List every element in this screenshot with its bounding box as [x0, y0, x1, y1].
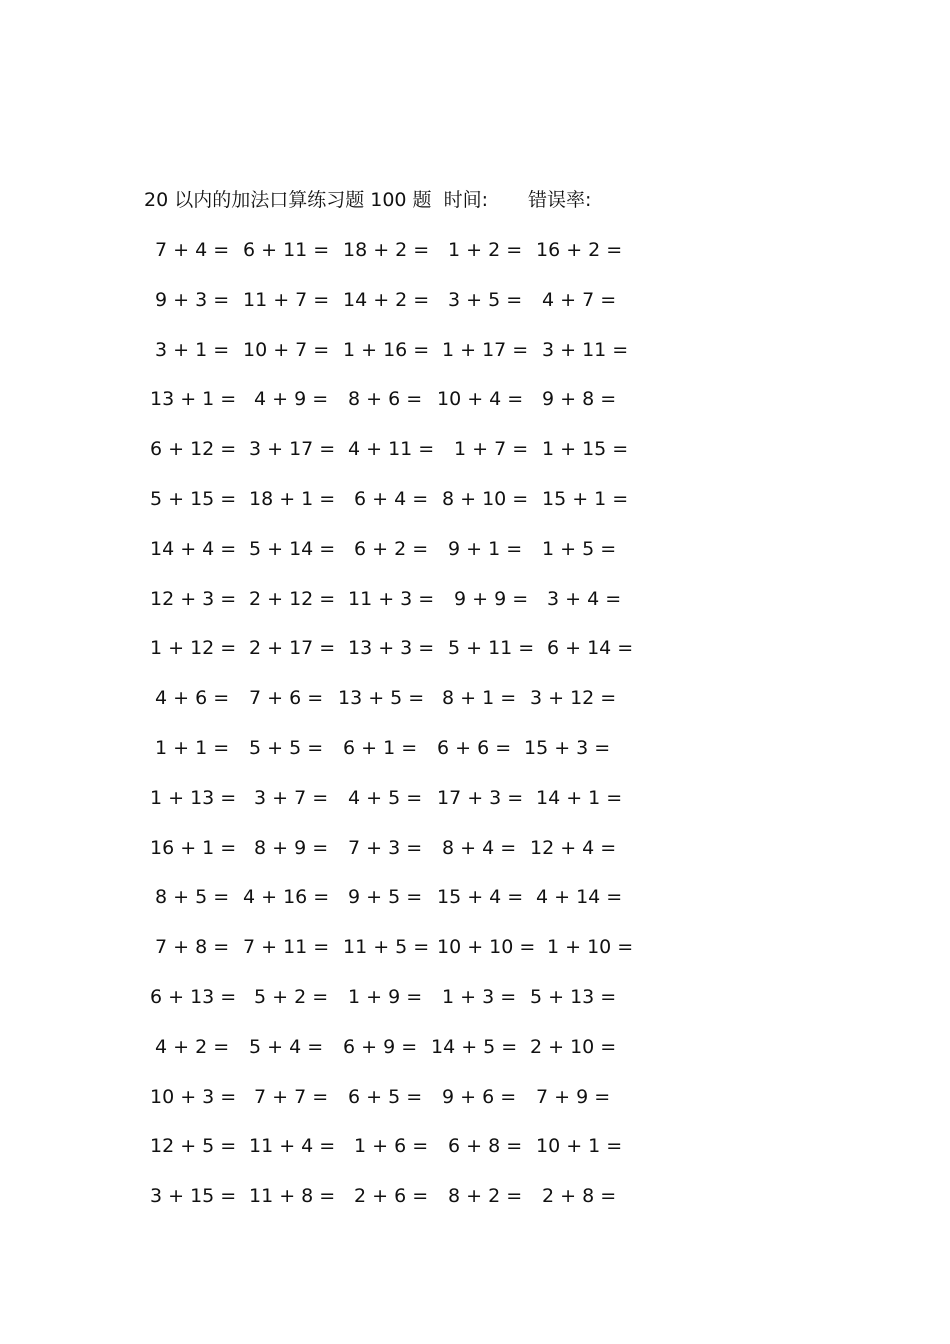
addition-problem: 2 + 17 =	[249, 637, 336, 660]
problem-row	[0, 684, 950, 734]
addition-problem: 8 + 2 =	[448, 1185, 523, 1208]
addition-problem: 1 + 12 =	[150, 637, 237, 660]
addition-problem: 9 + 1 =	[448, 537, 523, 560]
addition-problem: 1 + 2 =	[448, 239, 523, 261]
addition-problem: 6 + 14 =	[547, 637, 634, 660]
addition-problem: 1 + 6 =	[354, 1135, 429, 1158]
addition-problem: 3 + 5 =	[448, 288, 523, 311]
problem-row	[0, 485, 950, 535]
addition-problem: 7 + 8 =	[155, 936, 230, 959]
addition-problem: 15 + 1 =	[542, 487, 629, 510]
addition-problem: 8 + 9 =	[254, 836, 329, 859]
addition-problem: 4 + 14 =	[536, 886, 623, 909]
addition-problem: 5 + 4 =	[249, 1035, 324, 1058]
addition-problem: 3 + 17 =	[249, 438, 336, 461]
addition-problem: 3 + 11 =	[542, 338, 629, 361]
addition-problem: 9 + 9 =	[454, 587, 529, 610]
addition-problem: 1 + 17 =	[442, 338, 529, 361]
addition-problem: 10 + 1 =	[536, 1135, 623, 1158]
addition-problem: 4 + 16 =	[243, 886, 330, 909]
addition-problem: 18 + 1 =	[249, 487, 336, 510]
problem-row	[0, 435, 950, 485]
addition-problem: 6 + 11 =	[243, 239, 330, 261]
addition-problem: 7 + 3 =	[348, 836, 423, 859]
addition-problem: 11 + 7 =	[243, 288, 330, 311]
time-label: 时间:	[443, 189, 488, 211]
addition-problem: 8 + 4 =	[442, 836, 517, 859]
addition-problem: 14 + 1 =	[536, 786, 623, 809]
addition-problem: 7 + 9 =	[536, 1085, 611, 1108]
problem-row	[0, 834, 950, 884]
problem-row	[0, 585, 950, 635]
problem-row	[0, 983, 950, 1033]
problem-row	[0, 286, 950, 336]
addition-problem: 9 + 8 =	[542, 388, 617, 411]
addition-problem: 1 + 10 =	[547, 936, 634, 959]
addition-problem: 3 + 4 =	[547, 587, 622, 610]
addition-problem: 6 + 4 =	[354, 487, 429, 510]
addition-problem: 6 + 6 =	[437, 736, 512, 759]
addition-problem: 13 + 5 =	[338, 687, 425, 710]
addition-problem: 14 + 4 =	[150, 537, 237, 560]
addition-problem: 2 + 6 =	[354, 1185, 429, 1208]
problem-row	[0, 236, 950, 286]
addition-problem: 3 + 12 =	[530, 687, 617, 710]
addition-problem: 2 + 10 =	[530, 1035, 617, 1058]
problem-grid	[0, 236, 950, 1232]
addition-problem: 12 + 4 =	[530, 836, 617, 859]
problem-row	[0, 1033, 950, 1083]
addition-problem: 5 + 5 =	[249, 736, 324, 759]
addition-problem: 4 + 6 =	[155, 687, 230, 710]
addition-problem: 10 + 10 =	[437, 936, 536, 959]
addition-problem: 6 + 9 =	[343, 1035, 418, 1058]
addition-problem: 13 + 3 =	[348, 637, 435, 660]
addition-problem: 1 + 13 =	[150, 786, 237, 809]
addition-problem: 5 + 14 =	[249, 537, 336, 560]
addition-problem: 5 + 11 =	[448, 637, 535, 660]
addition-problem: 12 + 3 =	[150, 587, 237, 610]
addition-problem: 11 + 5 =	[343, 936, 430, 959]
addition-problem: 4 + 9 =	[254, 388, 329, 411]
addition-problem: 15 + 3 =	[524, 736, 611, 759]
addition-problem: 16 + 2 =	[536, 239, 623, 261]
addition-problem: 1 + 16 =	[343, 338, 430, 361]
addition-problem: 8 + 1 =	[442, 687, 517, 710]
problem-row	[0, 535, 950, 585]
addition-problem: 2 + 12 =	[249, 587, 336, 610]
addition-problem: 6 + 5 =	[348, 1085, 423, 1108]
addition-problem: 9 + 3 =	[155, 288, 230, 311]
problem-row	[0, 933, 950, 983]
addition-problem: 4 + 11 =	[348, 438, 435, 461]
problem-row	[0, 1182, 950, 1232]
addition-problem: 2 + 8 =	[542, 1185, 617, 1208]
addition-problem: 17 + 3 =	[437, 786, 524, 809]
addition-problem: 6 + 12 =	[150, 438, 237, 461]
problem-row	[0, 1083, 950, 1133]
addition-problem: 8 + 6 =	[348, 388, 423, 411]
addition-problem: 4 + 2 =	[155, 1035, 230, 1058]
problem-row	[0, 734, 950, 784]
addition-problem: 9 + 5 =	[348, 886, 423, 909]
addition-problem: 5 + 2 =	[254, 985, 329, 1008]
addition-problem: 18 + 2 =	[343, 239, 430, 261]
problem-row	[0, 385, 950, 435]
addition-problem: 11 + 4 =	[249, 1135, 336, 1158]
addition-problem: 3 + 1 =	[155, 338, 230, 361]
addition-problem: 8 + 10 =	[442, 487, 529, 510]
addition-problem: 10 + 7 =	[243, 338, 330, 361]
addition-problem: 6 + 2 =	[354, 537, 429, 560]
addition-problem: 15 + 4 =	[437, 886, 524, 909]
addition-problem: 7 + 4 =	[155, 239, 230, 261]
addition-problem: 12 + 5 =	[150, 1135, 237, 1158]
addition-problem: 5 + 15 =	[150, 487, 237, 510]
addition-problem: 1 + 5 =	[542, 537, 617, 560]
worksheet-header	[144, 186, 591, 214]
problem-row	[0, 1132, 950, 1182]
addition-problem: 1 + 15 =	[542, 438, 629, 461]
addition-problem: 6 + 13 =	[150, 985, 237, 1008]
addition-problem: 8 + 5 =	[155, 886, 230, 909]
addition-problem: 1 + 9 =	[348, 985, 423, 1008]
addition-problem: 5 + 13 =	[530, 985, 617, 1008]
addition-problem: 11 + 3 =	[348, 587, 435, 610]
addition-problem: 7 + 6 =	[249, 687, 324, 710]
addition-problem: 3 + 15 =	[150, 1185, 237, 1208]
problem-row	[0, 784, 950, 834]
addition-problem: 14 + 5 =	[431, 1035, 518, 1058]
addition-problem: 10 + 4 =	[437, 388, 524, 411]
worksheet-title: 20 以内的加法口算练习题 100 题	[144, 189, 432, 211]
addition-problem: 7 + 7 =	[254, 1085, 329, 1108]
addition-problem: 4 + 5 =	[348, 786, 423, 809]
addition-problem: 16 + 1 =	[150, 836, 237, 859]
addition-problem: 9 + 6 =	[442, 1085, 517, 1108]
addition-problem: 6 + 1 =	[343, 736, 418, 759]
problem-row	[0, 883, 950, 933]
error-rate-label: 错误率:	[527, 189, 592, 211]
addition-problem: 1 + 7 =	[454, 438, 529, 461]
addition-problem: 1 + 1 =	[155, 736, 230, 759]
addition-problem: 14 + 2 =	[343, 288, 430, 311]
addition-problem: 6 + 8 =	[448, 1135, 523, 1158]
problem-row	[0, 336, 950, 386]
addition-problem: 1 + 3 =	[442, 985, 517, 1008]
addition-problem: 3 + 7 =	[254, 786, 329, 809]
addition-problem: 7 + 11 =	[243, 936, 330, 959]
addition-problem: 10 + 3 =	[150, 1085, 237, 1108]
addition-problem: 13 + 1 =	[150, 388, 237, 411]
addition-problem: 4 + 7 =	[542, 288, 617, 311]
addition-problem: 11 + 8 =	[249, 1185, 336, 1208]
problem-row	[0, 634, 950, 684]
